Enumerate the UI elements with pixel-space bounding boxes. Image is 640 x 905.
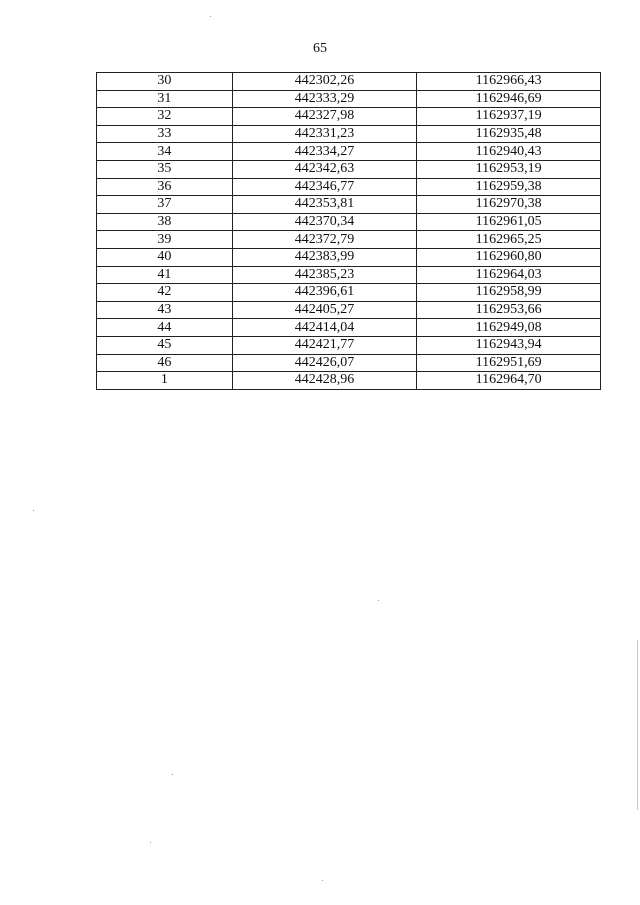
table-row: [97, 73, 601, 91]
table-row: [97, 231, 601, 249]
point-number: 41: [97, 266, 233, 284]
y-coordinate: 1162961,05: [417, 213, 601, 231]
table-row: [97, 178, 601, 196]
x-coordinate: 442385,23: [232, 266, 417, 284]
x-coordinate: 442353,81: [232, 196, 417, 214]
point-number: 42: [97, 284, 233, 302]
table-row: [97, 354, 601, 372]
y-coordinate: 1162953,66: [417, 301, 601, 319]
x-coordinate: 442327,98: [232, 108, 417, 126]
x-coordinate: 442428,96: [232, 372, 417, 390]
table-row: [97, 213, 601, 231]
coordinates-table: [96, 72, 601, 390]
x-coordinate: 442334,27: [232, 143, 417, 161]
x-coordinate: 442414,04: [232, 319, 417, 337]
point-number: 40: [97, 248, 233, 266]
point-number: 38: [97, 213, 233, 231]
x-coordinate: 442421,77: [232, 336, 417, 354]
scan-speck: [150, 842, 151, 843]
y-coordinate: 1162940,43: [417, 143, 601, 161]
table-row: [97, 319, 601, 337]
table-row: [97, 108, 601, 126]
y-coordinate: 1162946,69: [417, 90, 601, 108]
point-number: 34: [97, 143, 233, 161]
table-row: [97, 372, 601, 390]
scan-speck: [210, 16, 211, 17]
y-coordinate: 1162937,19: [417, 108, 601, 126]
point-number: 45: [97, 336, 233, 354]
table-row: [97, 336, 601, 354]
x-coordinate: 442372,79: [232, 231, 417, 249]
y-coordinate: 1162964,03: [417, 266, 601, 284]
point-number: 39: [97, 231, 233, 249]
point-number: 33: [97, 125, 233, 143]
y-coordinate: 1162949,08: [417, 319, 601, 337]
x-coordinate: 442333,29: [232, 90, 417, 108]
y-coordinate: 1162965,25: [417, 231, 601, 249]
point-number: 46: [97, 354, 233, 372]
x-coordinate: 442370,34: [232, 213, 417, 231]
point-number: 1: [97, 372, 233, 390]
point-number: 30: [97, 73, 233, 91]
y-coordinate: 1162958,99: [417, 284, 601, 302]
x-coordinate: 442302,26: [232, 73, 417, 91]
x-coordinate: 442426,07: [232, 354, 417, 372]
table-row: [97, 248, 601, 266]
y-coordinate: 1162964,70: [417, 372, 601, 390]
point-number: 31: [97, 90, 233, 108]
y-coordinate: 1162943,94: [417, 336, 601, 354]
y-coordinate: 1162959,38: [417, 178, 601, 196]
y-coordinate: 1162951,69: [417, 354, 601, 372]
scan-speck: [322, 880, 323, 881]
page-number: 65: [313, 41, 327, 56]
point-number: 32: [97, 108, 233, 126]
table-row: [97, 125, 601, 143]
point-number: 35: [97, 160, 233, 178]
point-number: 37: [97, 196, 233, 214]
table-row: [97, 160, 601, 178]
coordinates-table-body: [97, 73, 601, 390]
scan-speck: [378, 600, 379, 601]
y-coordinate: 1162966,43: [417, 73, 601, 91]
table-row: [97, 90, 601, 108]
scan-edge-line: [637, 640, 638, 810]
x-coordinate: 442346,77: [232, 178, 417, 196]
y-coordinate: 1162935,48: [417, 125, 601, 143]
table-row: [97, 284, 601, 302]
x-coordinate: 442342,63: [232, 160, 417, 178]
x-coordinate: 442396,61: [232, 284, 417, 302]
point-number: 43: [97, 301, 233, 319]
table-row: [97, 266, 601, 284]
scan-speck: [33, 510, 34, 511]
y-coordinate: 1162960,80: [417, 248, 601, 266]
y-coordinate: 1162970,38: [417, 196, 601, 214]
y-coordinate: 1162953,19: [417, 160, 601, 178]
table-row: [97, 143, 601, 161]
point-number: 36: [97, 178, 233, 196]
table-row: [97, 301, 601, 319]
scan-speck: [172, 774, 173, 775]
x-coordinate: 442383,99: [232, 248, 417, 266]
x-coordinate: 442331,23: [232, 125, 417, 143]
table-row: [97, 196, 601, 214]
x-coordinate: 442405,27: [232, 301, 417, 319]
point-number: 44: [97, 319, 233, 337]
